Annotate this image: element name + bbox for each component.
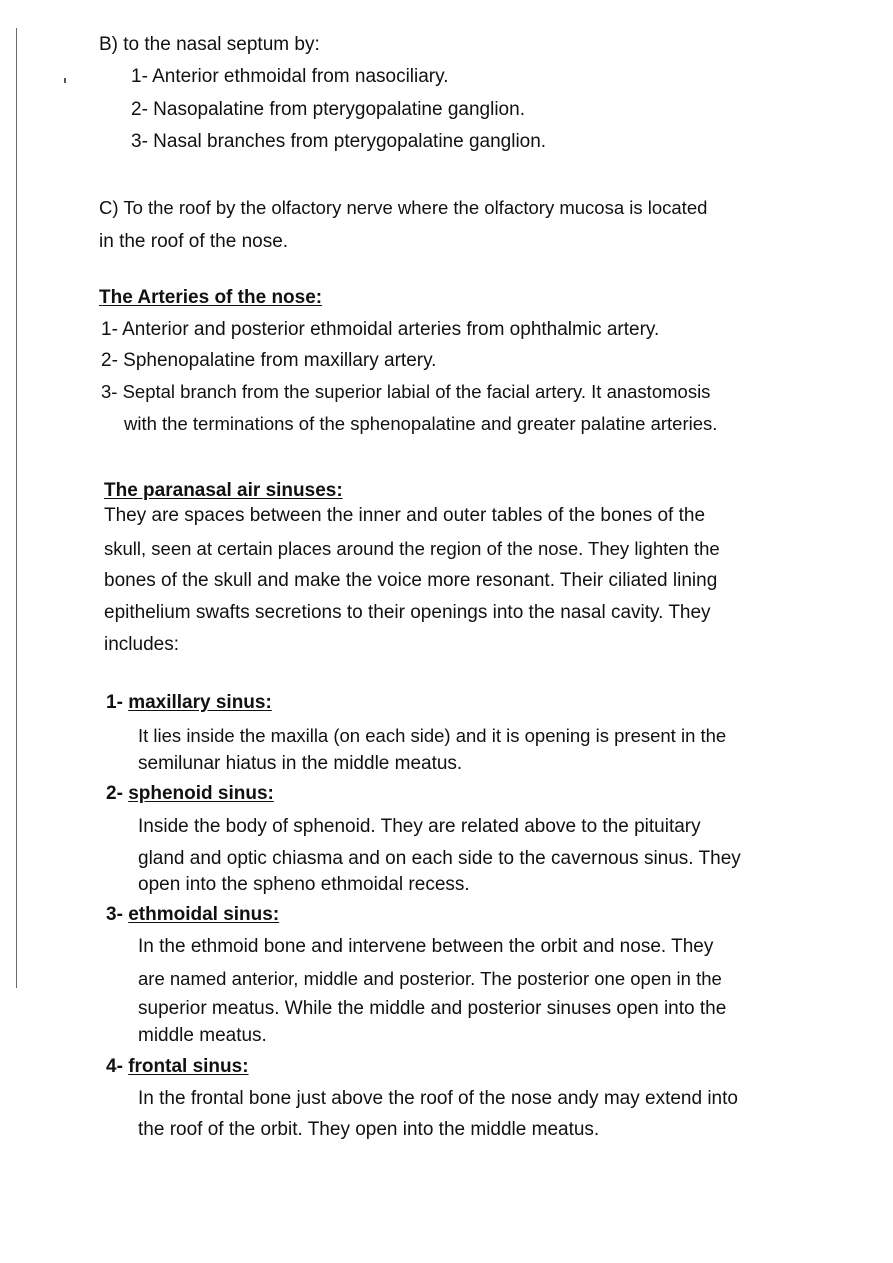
section-c-line-1: C) To the roof by the olfactory nerve where the olfactory mucosa is located: [99, 197, 708, 218]
sinus-2-number: 2-: [106, 783, 123, 804]
arteries-heading: The Arteries of the nose:: [99, 287, 323, 308]
sinus-4-number: 4-: [106, 1056, 123, 1077]
sinus-2-title: sphenoid sinus:: [128, 783, 274, 804]
section-b-item-3: 3- Nasal branches from pterygopalatine ganglion.: [131, 131, 547, 152]
sinus-3-line-1: In the ethmoid bone and intervene between the orbit and nose. They: [138, 936, 714, 957]
sinus-1-heading: [106, 691, 272, 715]
sinus-4-line-2: the roof of the orbit. They open into the middle meatus.: [138, 1119, 600, 1140]
sinus-1-line-2: semilunar hiatus in the middle meatus.: [138, 753, 463, 774]
artery-item-1: 1- Anterior and posterior ethmoidal arteries from ophthalmic artery.: [101, 319, 660, 340]
sinus-4-heading: [106, 1055, 249, 1079]
artery-item-3: 3- Septal branch from the superior labial of the facial artery. It anastomosis: [101, 381, 711, 402]
sinus-2-line-2: gland and optic chiasma and on each side to the cavernous sinus. They: [138, 848, 741, 869]
sinus-4-title: frontal sinus:: [128, 1056, 249, 1077]
sinuses-heading: The paranasal air sinuses:: [104, 480, 343, 501]
left-margin-line: [16, 28, 17, 988]
artery-item-3-cont: with the terminations of the sphenopalatine and greater palatine arteries.: [124, 413, 718, 434]
sinus-1-number: 1-: [106, 692, 123, 713]
sinuses-intro-line-1: They are spaces between the inner and outer tables of the bones of the: [104, 505, 706, 526]
sinus-3-number: 3-: [106, 904, 123, 925]
sinus-3-line-3: superior meatus. While the middle and posterior sinuses open into the: [138, 998, 727, 1019]
sinus-2-line-3: open into the spheno ethmoidal recess.: [138, 874, 470, 895]
sinuses-intro-line-3: bones of the skull and make the voice more resonant. Their ciliated lining: [104, 570, 718, 591]
stray-pen-mark: [64, 78, 66, 83]
artery-item-2: 2- Sphenopalatine from maxillary artery.: [101, 350, 437, 371]
sinus-3-line-2: are named anterior, middle and posterior. The posterior one open in the: [138, 968, 722, 989]
sinus-1-line-1: It lies inside the maxilla (on each side) and it is opening is present in the: [138, 725, 727, 746]
sinus-2-line-1: Inside the body of sphenoid. They are related above to the pituitary: [138, 816, 701, 837]
sinuses-intro-line-4: epithelium swafts secretions to their openings into the nasal cavity. They: [104, 602, 711, 623]
sinuses-intro-line-5: includes:: [104, 634, 179, 655]
section-c-line-2: in the roof of the nose.: [99, 231, 289, 252]
sinus-3-heading: [106, 903, 279, 927]
section-b-item-1: 1- Anterior ethmoidal from nasociliary.: [131, 66, 449, 87]
sinus-3-line-4: middle meatus.: [138, 1025, 267, 1046]
sinuses-intro-line-2: skull, seen at certain places around the region of the nose. They lighten the: [104, 538, 720, 559]
section-b-item-2: 2- Nasopalatine from pterygopalatine ganglion.: [131, 99, 525, 120]
section-b-heading: B) to the nasal septum by:: [99, 34, 320, 55]
sinus-1-title: maxillary sinus:: [128, 692, 272, 713]
sinus-3-title: ethmoidal sinus:: [128, 904, 280, 925]
sinus-4-line-1: In the frontal bone just above the roof of the nose andy may extend into: [138, 1088, 738, 1109]
sinus-2-heading: [106, 782, 274, 806]
